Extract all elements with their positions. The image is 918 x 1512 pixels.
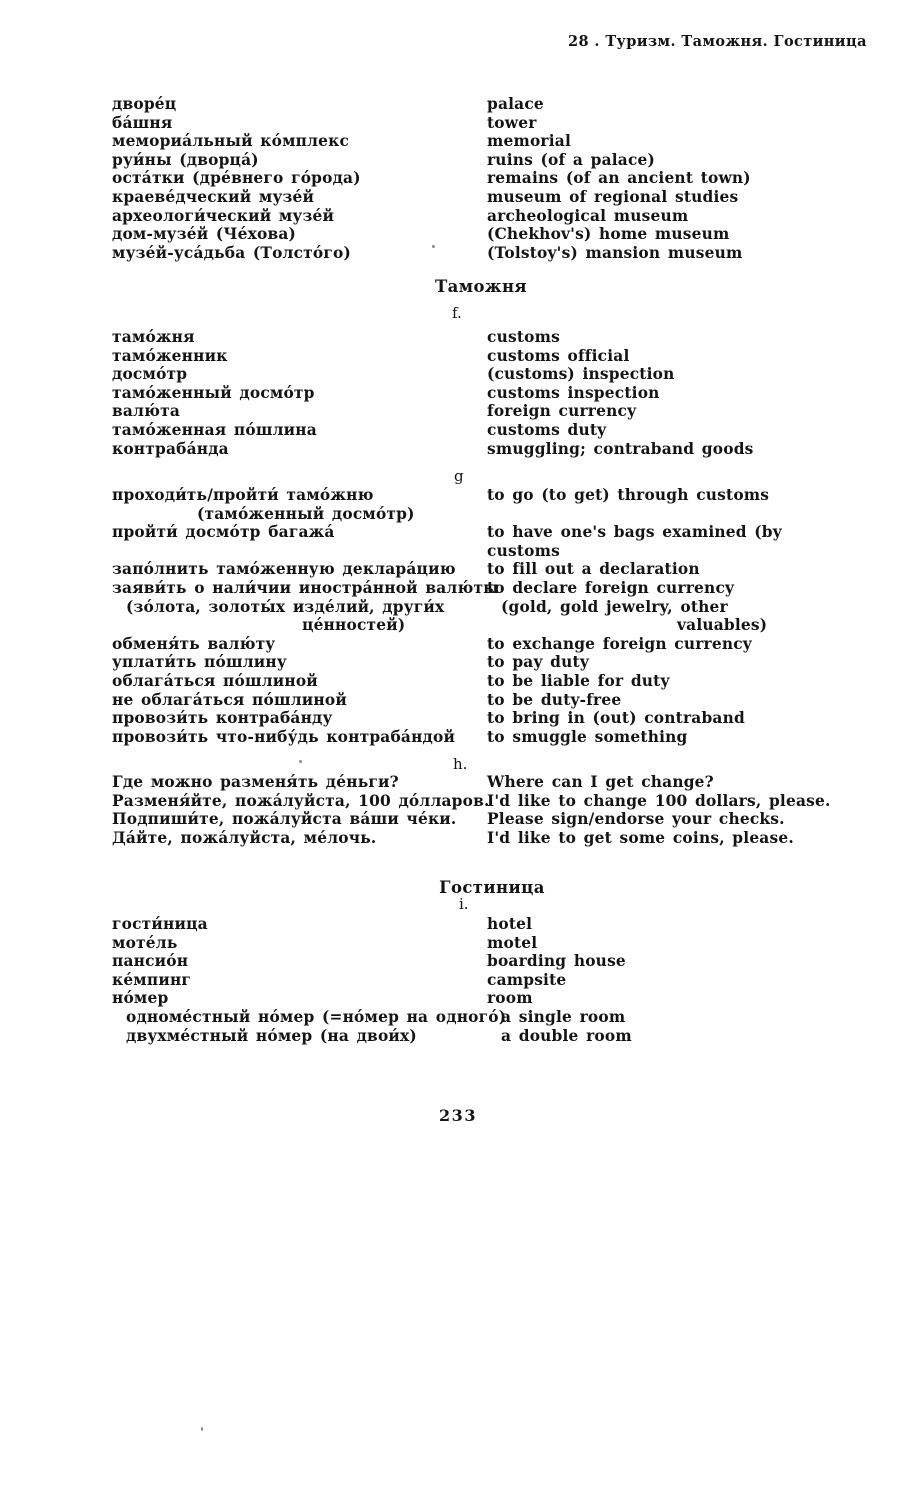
russian-term: одноме́стный но́мер (=но́мер на одного́) (126, 1007, 507, 1026)
russian-term: не облага́ться по́шлиной (112, 690, 347, 709)
vocab-row (112, 934, 918, 953)
russian-term: дворе́ц (112, 95, 177, 113)
vocab-block-customs-verbs (112, 486, 918, 746)
vocab-row (112, 244, 918, 263)
english-translation: I'd like to change 100 dollars, please. (487, 791, 831, 810)
russian-term: руи́ны (дворца́) (112, 150, 259, 169)
vocab-row (112, 672, 918, 691)
vocab-row (112, 132, 918, 151)
russian-term: краеве́дческий музе́й (112, 187, 315, 206)
english-translation: a single room (501, 1007, 626, 1026)
english-translation: boarding house (487, 952, 626, 971)
vocab-row (112, 169, 918, 188)
russian-term: но́мер (112, 989, 169, 1008)
vocab-row (112, 1027, 918, 1046)
vocab-row (112, 728, 918, 747)
russian-term: валю́та (112, 402, 181, 421)
english-translation: ruins (of a palace) (487, 150, 656, 169)
vocab-row (112, 1008, 918, 1027)
vocab-row (112, 207, 918, 226)
english-translation: I'd like to get some coins, please. (487, 828, 794, 847)
english-translation: motel (487, 933, 538, 952)
english-translation: to be liable for duty (487, 671, 670, 690)
english-translation: campsite (487, 970, 567, 989)
russian-term: археологи́ческий музе́й (112, 206, 335, 225)
page-number: 233 (439, 1106, 477, 1125)
english-translation: tower (487, 113, 537, 132)
vocab-row (112, 421, 918, 440)
english-translation: museum of regional studies (487, 187, 739, 206)
vocab-row (112, 402, 918, 421)
russian-term: (тамо́женный досмо́тр) (197, 504, 415, 523)
vocab-row (112, 542, 918, 561)
russian-term: моте́ль (112, 933, 178, 952)
russian-term: пансио́н (112, 952, 189, 971)
english-translation: to go (to get) through customs (487, 486, 770, 504)
english-translation: Please sign/endorse your checks. (487, 810, 785, 829)
running-header: 28 . Туризм. Таможня. Гостиница (568, 33, 867, 50)
russian-term: обменя́ть валю́ту (112, 634, 276, 653)
english-translation: to smuggle something (487, 727, 688, 746)
english-translation: (Tolstoy's) mansion museum (487, 243, 743, 262)
vocab-row (112, 560, 918, 579)
section-heading-hotel: Гостиница (439, 878, 545, 897)
russian-term: (зо́лота, золоты́х изде́лий, други́х (126, 597, 445, 616)
russian-term: музе́й-уса́дьба (Толсто́го) (112, 243, 351, 262)
vocab-row (112, 792, 918, 811)
section-heading-customs: Таможня (434, 277, 528, 296)
vocab-row (112, 579, 918, 598)
english-translation: foreign currency (487, 402, 637, 421)
scan-speck (432, 245, 435, 248)
english-translation: to exchange foreign currency (487, 634, 752, 653)
vocab-row (112, 347, 918, 366)
russian-term: це́нностей) (302, 616, 406, 635)
russian-term: двухме́стный но́мер (на двои́х) (126, 1026, 417, 1045)
scan-speck (299, 760, 302, 763)
english-translation: customs (487, 328, 560, 346)
russian-term: тамо́женная по́шлина (112, 420, 317, 439)
vocab-row (112, 810, 918, 829)
vocab-row (112, 151, 918, 170)
russian-term: уплати́ть по́шлину (112, 653, 287, 672)
english-translation: memorial (487, 132, 572, 151)
english-translation: palace (487, 95, 544, 113)
russian-term: дом-музе́й (Че́хова) (112, 225, 297, 244)
english-translation: Where can I get change? (487, 773, 714, 791)
russian-term: гости́ница (112, 915, 208, 933)
vocab-row (112, 188, 918, 207)
russian-term: контраба́нда (112, 439, 229, 458)
english-translation: to bring in (out) contraband (487, 709, 745, 728)
russian-term: тамо́женный досмо́тр (112, 383, 315, 402)
russian-term: ке́мпинг (112, 970, 192, 989)
english-translation: valuables) (677, 616, 768, 635)
vocab-row (112, 653, 918, 672)
russian-term: ба́шня (112, 113, 173, 132)
russian-term: тамо́жня (112, 328, 195, 346)
vocab-row (112, 328, 918, 347)
english-translation: hotel (487, 915, 533, 933)
vocab-block-sights (112, 95, 918, 262)
vocab-row (112, 598, 918, 617)
english-translation: remains (of an ancient town) (487, 169, 751, 188)
english-translation: customs inspection (487, 383, 660, 402)
russian-term: Разменя́йте, пожа́луйста, 100 до́лларов. (112, 791, 490, 810)
vocab-row (112, 829, 918, 848)
subsection-marker-g: g (454, 467, 464, 485)
russian-term: досмо́тр (112, 365, 188, 384)
vocab-row (112, 773, 918, 792)
english-translation: (Chekhov's) home museum (487, 225, 730, 244)
vocab-row (112, 971, 918, 990)
russian-term: тамо́женник (112, 346, 228, 365)
vocab-row (112, 952, 918, 971)
english-translation: to have one's bags examined (by (487, 523, 782, 542)
vocab-row (112, 691, 918, 710)
english-translation: (customs) inspection (487, 365, 675, 384)
english-translation: room (487, 989, 533, 1008)
english-translation: to be duty-free (487, 690, 622, 709)
russian-term: запо́лнить тамо́женную деклара́цию (112, 560, 456, 579)
russian-term: Подпиши́те, пожа́луйста ва́ши че́ки. (112, 810, 457, 829)
vocab-row (112, 635, 918, 654)
phrase-block-money-exchange (112, 773, 918, 847)
vocab-block-hotel (112, 915, 918, 1045)
vocab-row (112, 505, 918, 524)
vocab-row (112, 114, 918, 133)
subsection-marker-i: i. (459, 895, 469, 913)
vocab-row (112, 989, 918, 1008)
russian-term: пройти́ досмо́тр багажа́ (112, 523, 335, 542)
russian-term: оста́тки (дре́внего го́рода) (112, 169, 361, 188)
subsection-marker-f: f. (452, 304, 462, 322)
vocab-row (112, 616, 918, 635)
vocab-row (112, 95, 918, 114)
vocab-row (112, 486, 918, 505)
russian-term: провози́ть контраба́нду (112, 709, 333, 728)
russian-term: заяви́ть о нали́чии иностра́нной валю́ты (112, 578, 499, 597)
english-translation: to fill out a declaration (487, 560, 700, 579)
russian-term: облага́ться по́шлиной (112, 671, 318, 690)
subsection-marker-h: h. (453, 755, 468, 773)
scan-speck (201, 1427, 203, 1431)
english-translation: customs (487, 541, 560, 560)
english-translation: archeological museum (487, 206, 689, 225)
english-translation: to pay duty (487, 653, 589, 672)
russian-term: провози́ть что-нибу́дь контраба́ндой (112, 727, 456, 746)
vocab-row (112, 915, 918, 934)
vocab-row (112, 384, 918, 403)
russian-term: мемориа́льный ко́мплекс (112, 132, 350, 151)
english-translation: (gold, gold jewelry, other (501, 597, 728, 616)
russian-term: проходи́ть/пройти́ тамо́жню (112, 486, 374, 504)
vocab-row (112, 709, 918, 728)
english-translation: customs duty (487, 420, 607, 439)
vocab-block-customs-nouns (112, 328, 918, 458)
english-translation: a double room (501, 1026, 632, 1045)
russian-term: Да́йте, пожа́луйста, ме́лочь. (112, 828, 377, 847)
vocab-row (112, 225, 918, 244)
russian-term: Где можно разменя́ть де́ньги? (112, 773, 399, 791)
english-translation: customs official (487, 346, 630, 365)
vocab-row (112, 523, 918, 542)
vocab-row (112, 440, 918, 459)
english-translation: smuggling; contraband goods (487, 439, 754, 458)
english-translation: to declare foreign currency (487, 578, 735, 597)
vocab-row (112, 365, 918, 384)
